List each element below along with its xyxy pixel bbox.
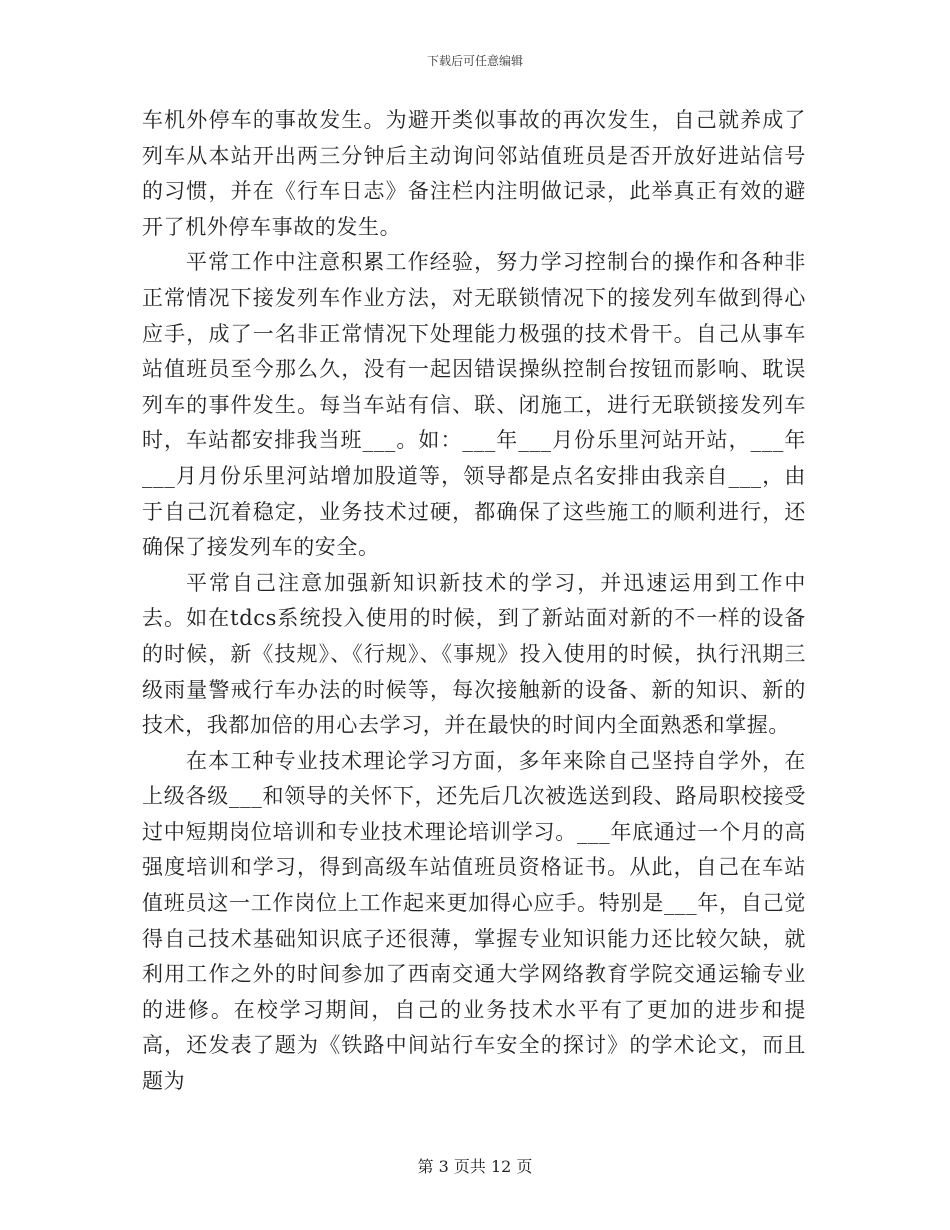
page-footer: 第 3 页共 12 页 [417, 1157, 533, 1176]
document-body [142, 103, 806, 1100]
paragraph-continuation: 车机外停车的事故发生。为避开类似事故的再次发生，自己就养成了列车从本站开出两三分钟后主动询问邻站值班员是否开放好进站信号的习惯，并在《行车日志》备注栏内注明做记录，此举真正有效的避开了机外停车事故的发生。 [142, 108, 806, 239]
paragraph: 在本工种专业技术理论学习方面，多年来除自己坚持自学外，在上级各级___和领导的关怀下，还先后几次被选送到段、路局职校接受过中短期岗位培训和专业技术理论培训学习。___年底通过一个月的高强度培训和学习，得到高级车站值班员资格证书。从此，自己在车站值班员这一工作岗位上工作起来更加得心应手。特别是___年，自己觉得自己技术基础知识底子还很薄，掌握专业知识能力还比较欠缺，就利用工作之外的时间参加了西南交通大学网络教育学院交通运输专业的进修。在校学习期间，自己的业务技术水平有了更加的进步和提高，还发表了题为《铁路中间站行车安全的探讨》的学术论文，而且题为 [142, 748, 806, 1094]
page-header: 下载后可任意编辑 [426, 54, 523, 68]
paragraph: 平常自己注意加强新知识新技术的学习，并迅速运用到工作中去。如在tdcs系统投入使用的时候，到了新站面对新的不一样的设备的时候，新《技规》、《行规》、《事规》投入使用的时候，执行汛期三级雨量警戒行车办法的时候等，每次接触新的设备、新的知识、新的技术，我都加倍的用心去学习，并在最快的时间内全面熟悉和掌握。 [142, 570, 806, 738]
paragraph: 平常工作中注意积累工作经验，努力学习控制台的操作和各种非正常情况下接发列车作业方法，对无联锁情况下的接发列车做到得心应手，成了一名非正常情况下处理能力极强的技术骨干。自己从事车站值班员至今那么久，没有一起因错误操纵控制台按钮而影响、耽误列车的事件发生。每当车站有信、联、闭施工，进行无联锁接发列车时，车站都安排我当班___。如：___年___月份乐里河站开站，___年___月月份乐里河站增加股道等，领导都是点名安排由我亲自___，由于自己沉着稳定，业务技术过硬，都确保了这些施工的顺利进行，还确保了接发列车的安全。 [142, 250, 806, 560]
